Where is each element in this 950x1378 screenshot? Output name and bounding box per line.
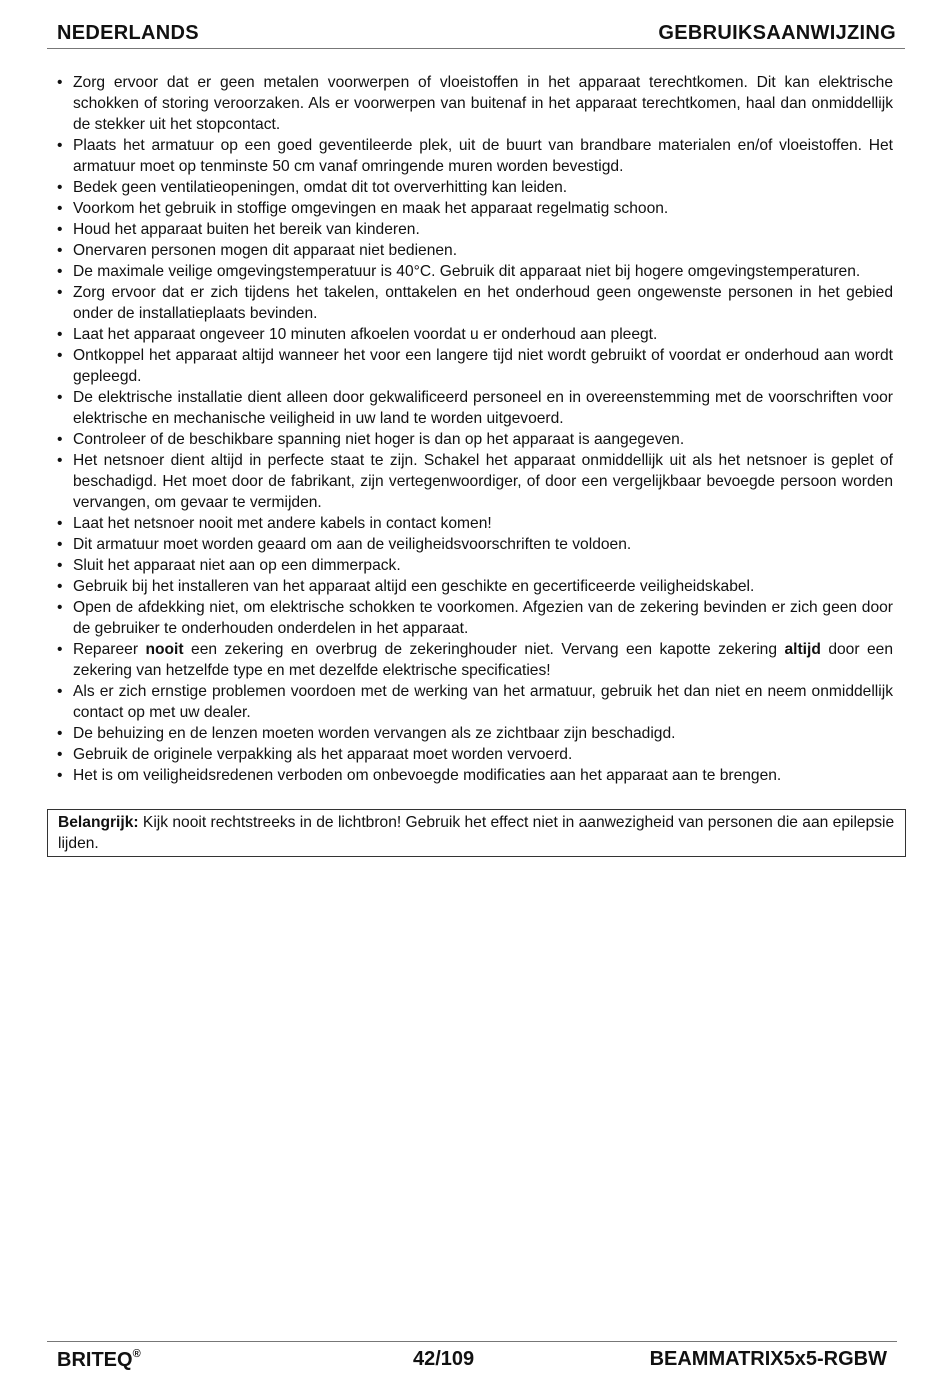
list-item	[57, 177, 893, 198]
list-item-text: Zorg ervoor dat er zich tijdens het takelen, onttakelen en het onderhoud geen ongewenste personen in het gebied onder de installatieplaats bevinden.	[73, 284, 893, 322]
list-item	[57, 639, 893, 681]
bullet-icon: •	[57, 578, 63, 595]
emphasis-text: nooit	[145, 641, 184, 658]
list-item	[57, 387, 893, 429]
list-item	[57, 324, 893, 345]
list-item-text: door een zekering van hetzelfde type en met dezelfde elektrische specificaties!	[73, 641, 894, 679]
list-item	[57, 681, 893, 723]
list-item-text: De behuizing en de lenzen moeten worden vervangen als ze zichtbaar zijn beschadigd.	[73, 725, 676, 742]
bullet-icon: •	[57, 284, 63, 301]
header-section-title: GEBRUIKSAANWIJZING	[658, 22, 896, 44]
list-item	[57, 723, 893, 744]
list-item	[57, 597, 893, 639]
list-item	[57, 576, 893, 597]
bullet-icon: •	[57, 767, 63, 784]
bullet-icon: •	[57, 557, 63, 574]
list-item	[57, 555, 893, 576]
bullet-icon: •	[57, 263, 63, 280]
bullet-icon: •	[57, 536, 63, 553]
list-item	[57, 744, 893, 765]
list-item-text: Open de afdekking niet, om elektrische schokken te voorkomen. Afgezien van de zekering bevinden er zich geen door de gebruiker te onderhouden onderdelen in het apparaat.	[73, 599, 893, 637]
important-notice-box	[47, 809, 906, 857]
bullet-icon: •	[57, 725, 63, 742]
list-item-text: een zekering en overbrug de zekeringhouder niet. Vervang een kapotte zekering	[183, 641, 785, 658]
list-item-text: Het is om veiligheidsredenen verboden om onbevoegde modificaties aan het apparaat aan te brengen.	[73, 767, 782, 784]
notice-text: Kijk nooit rechtstreeks in de lichtbron! Gebruik het effect niet in aanwezigheid van personen die aan epilepsie lijden.	[58, 814, 895, 852]
list-item	[57, 240, 893, 261]
footer-model: BEAMMATRIX5x5-RGBW	[649, 1348, 887, 1370]
bullet-icon: •	[57, 641, 63, 658]
header-language: NEDERLANDS	[57, 22, 199, 44]
list-item	[57, 219, 893, 240]
list-item-text: Controleer of de beschikbare spanning niet hoger is dan op het apparaat is aangegeven.	[73, 431, 685, 448]
list-item-text: De elektrische installatie dient alleen door gekwalificeerd personeel en in overeenstemming met de voorschriften voor elektrische en mechanische veiligheid in uw land te worden uitgevoerd.	[73, 389, 893, 427]
list-item	[57, 765, 893, 786]
list-item-text: Voorkom het gebruik in stoffige omgevingen en maak het apparaat regelmatig schoon.	[73, 200, 669, 217]
list-item	[57, 429, 893, 450]
list-item	[57, 513, 893, 534]
list-item-text: Het netsnoer dient altijd in perfecte staat te zijn. Schakel het apparaat onmiddellijk uit als het netsnoer is geplet of beschadigd. Het moet door de fabrikant, zijn vertegenwoordiger, of door een vergelijkbaar bevoegde persoon worden vervangen, om gevaar te vermijden.	[73, 452, 893, 511]
bullet-icon: •	[57, 452, 63, 469]
bullet-icon: •	[57, 431, 63, 448]
list-item	[57, 72, 893, 135]
page-footer	[47, 1341, 897, 1372]
bullet-icon: •	[57, 242, 63, 259]
registered-mark: ®	[132, 1348, 141, 1360]
list-item-text: De maximale veilige omgevingstemperatuur is 40°C. Gebruik dit apparaat niet bij hogere omgevingstemperaturen.	[73, 263, 861, 280]
list-item-text: Plaats het armatuur op een goed geventileerde plek, uit de buurt van brandbare materialen en/of vloeistoffen. Het armatuur moet op tenminste 50 cm vanaf omringende muren worden bevestigd.	[73, 137, 893, 175]
list-item-text: Gebruik bij het installeren van het apparaat altijd een geschikte en gecertificeerde veiligheidskabel.	[73, 578, 755, 595]
bullet-icon: •	[57, 389, 63, 406]
list-item	[57, 345, 893, 387]
list-item-text: Laat het apparaat ongeveer 10 minuten afkoelen voordat u er onderhoud aan pleegt.	[73, 326, 658, 343]
emphasis-text: altijd	[784, 641, 821, 658]
safety-bullet-list	[57, 72, 893, 786]
bullet-icon: •	[57, 347, 63, 364]
list-item-text: Laat het netsnoer nooit met andere kabels in contact komen!	[73, 515, 492, 532]
list-item	[57, 282, 893, 324]
list-item	[57, 261, 893, 282]
bullet-icon: •	[57, 74, 63, 91]
list-item	[57, 198, 893, 219]
list-item-text: Dit armatuur moet worden geaard om aan de veiligheidsvoorschriften te voldoen.	[73, 536, 632, 553]
list-item-text: Gebruik de originele verpakking als het apparaat moet worden vervoerd.	[73, 746, 573, 763]
list-item	[57, 450, 893, 513]
list-item-text: Houd het apparaat buiten het bereik van kinderen.	[73, 221, 420, 238]
list-item-text: Ontkoppel het apparaat altijd wanneer het voor een langere tijd niet wordt gebruikt of voordat er onderhoud aan wordt gepleegd.	[73, 347, 893, 385]
bullet-icon: •	[57, 137, 63, 154]
bullet-icon: •	[57, 179, 63, 196]
bullet-icon: •	[57, 326, 63, 343]
bullet-icon: •	[57, 683, 63, 700]
bullet-icon: •	[57, 515, 63, 532]
notice-label: Belangrijk:	[58, 814, 139, 831]
list-item-text: Repareer	[73, 641, 146, 658]
bullet-icon: •	[57, 200, 63, 217]
list-item-text: Als er zich ernstige problemen voordoen met de werking van het armatuur, gebruik het dan niet en neem onmiddellijk contact op met uw dealer.	[73, 683, 893, 721]
safety-instructions	[57, 72, 893, 786]
bullet-icon: •	[57, 746, 63, 763]
list-item-text: Bedek geen ventilatieopeningen, omdat dit tot oververhitting kan leiden.	[73, 179, 568, 196]
bullet-icon: •	[57, 221, 63, 238]
page-header	[47, 22, 905, 49]
list-item	[57, 534, 893, 555]
footer-brand-name: BRITEQ	[57, 1349, 133, 1371]
bullet-icon: •	[57, 599, 63, 616]
page-number: 42/109	[413, 1348, 475, 1370]
list-item-text: Onervaren personen mogen dit apparaat niet bedienen.	[73, 242, 458, 259]
footer-brand	[57, 1348, 141, 1372]
list-item-text: Zorg ervoor dat er geen metalen voorwerpen of vloeistoffen in het apparaat terechtkomen. Dit kan elektrische schokken of storing veroorzaken. Als er voorwerpen van buitenaf in het apparaat terechtkomen, haal dan onmiddellijk de stekker uit het stopcontact.	[73, 74, 893, 133]
list-item	[57, 135, 893, 177]
list-item-text: Sluit het apparaat niet aan op een dimmerpack.	[73, 557, 401, 574]
